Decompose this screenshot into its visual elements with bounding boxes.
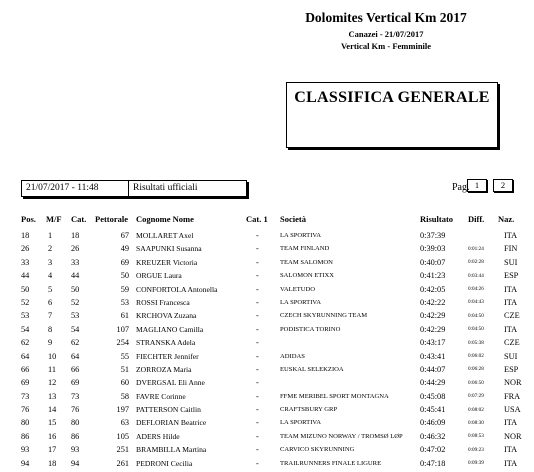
pos-cell: 33: [21, 257, 30, 267]
societa-cell: LA SPORTIVA: [280, 298, 322, 306]
mf-cell: 8: [48, 324, 53, 334]
pettorale-cell: 107: [116, 324, 129, 334]
diff-cell: 0:08:30: [468, 419, 484, 426]
pettorale-cell: 53: [120, 297, 129, 307]
cat1-cell: -: [256, 364, 259, 374]
naz-cell: NOR: [504, 431, 522, 441]
naz-cell: ITA: [504, 445, 518, 455]
risultato-cell: 0:47:02: [420, 445, 446, 455]
table-row: [0, 338, 534, 351]
name-cell: ZORROZA Maria: [136, 364, 192, 374]
mf-cell: 14: [48, 405, 57, 415]
naz-cell: FRA: [504, 391, 521, 401]
pos-cell: 80: [21, 418, 30, 428]
cat-cell: 66: [71, 364, 80, 374]
risultato-cell: 0:46:32: [420, 431, 446, 441]
col-pettorale: Pettorale: [95, 214, 129, 224]
table-row: [0, 445, 534, 458]
mf-cell: 13: [48, 391, 57, 401]
cat-cell: 33: [71, 257, 80, 267]
cat-cell: 44: [71, 271, 80, 281]
pos-cell: 93: [21, 445, 30, 455]
col-cat: Cat.: [71, 214, 87, 224]
pos-cell: 26: [21, 244, 30, 254]
pettorale-cell: 50: [120, 271, 129, 281]
cat-cell: 64: [71, 351, 80, 361]
name-cell: CONFORTOLA Antonella: [136, 284, 218, 294]
mf-cell: 11: [48, 364, 56, 374]
cat1-cell: -: [256, 297, 259, 307]
cat1-cell: -: [256, 378, 259, 388]
societa-cell: TEAM SALOMON: [280, 258, 333, 266]
mf-cell: 1: [48, 231, 53, 240]
cat-cell: 93: [71, 445, 80, 455]
table-row: [0, 231, 534, 244]
risultato-cell: 0:43:41: [420, 351, 446, 361]
naz-cell: ITA: [504, 324, 518, 334]
societa-cell: ADIDAS: [280, 352, 305, 360]
naz-cell: ITA: [504, 284, 518, 294]
pettorale-cell: 63: [120, 418, 129, 428]
table-row: [0, 311, 534, 324]
col-societa: Società: [280, 214, 306, 224]
cat-cell: 53: [71, 311, 80, 321]
societa-cell: EUSKAL SELEKZIOA: [280, 365, 344, 373]
societa-cell: CRAFTSBURY GRP: [280, 406, 338, 414]
naz-cell: SUI: [504, 351, 518, 361]
pos-cell: 50: [21, 284, 30, 294]
col-naz: Naz.: [498, 214, 515, 224]
pos-cell: 18: [21, 231, 30, 240]
societa-cell: CARVICO SKYRUNNING: [280, 446, 355, 454]
societa-cell: TRAILRUNNERS FINALE LIGURE: [280, 459, 382, 467]
result-datetime: 21/07/2017 - 11:48: [26, 183, 99, 193]
col-diff: Diff.: [468, 214, 485, 224]
diff-cell: 0:03:44: [468, 272, 484, 279]
col-name: Cognome Nome: [136, 214, 194, 224]
pettorale-cell: 105: [116, 431, 129, 441]
name-cell: BRAMBILLA Martina: [136, 445, 207, 455]
pettorale-cell: 61: [120, 311, 129, 321]
cat1-cell: -: [256, 338, 259, 348]
societa-cell: LA SPORTIVA: [280, 419, 322, 427]
naz-cell: SUI: [504, 257, 518, 267]
name-cell: PEDRONI Cecilia: [136, 458, 193, 468]
classifica-box: [286, 82, 498, 148]
table-row: [0, 418, 534, 431]
diff-cell: 0:09:23: [468, 446, 484, 453]
pos-cell: 73: [21, 391, 30, 401]
pettorale-cell: 55: [120, 351, 129, 361]
cat-cell: 69: [71, 378, 80, 388]
diff-cell: 0:01:24: [468, 245, 484, 252]
diff-cell: 0:04:26: [468, 286, 484, 293]
table-row: [0, 392, 534, 405]
table-row: [0, 325, 534, 338]
cat1-cell: -: [256, 458, 259, 468]
pettorale-cell: 58: [120, 391, 129, 401]
mf-cell: 16: [48, 431, 57, 441]
diff-cell: 0:04:43: [468, 299, 484, 306]
info-divider: [128, 181, 129, 196]
results-table: [0, 231, 534, 472]
risultato-cell: 0:43:17: [420, 338, 446, 348]
risultato-cell: 0:42:29: [420, 311, 446, 321]
mf-cell: 7: [48, 311, 53, 321]
cat1-cell: -: [256, 418, 259, 428]
societa-cell: SALOMON ETIXX: [280, 272, 335, 280]
table-row: [0, 365, 534, 378]
diff-cell: 0:09:39: [468, 460, 484, 467]
name-cell: PATTERSON Caitlin: [136, 405, 201, 415]
mf-cell: 5: [48, 284, 53, 294]
risultato-cell: 0:42:05: [420, 284, 446, 294]
page-1-button[interactable]: 1: [467, 179, 487, 192]
classifica-title: CLASSIFICA GENERALE: [294, 89, 490, 106]
societa-cell: TEAM MIZUNO NORWAY / TROMSØ LØP: [280, 432, 403, 440]
pos-cell: 86: [21, 431, 30, 441]
mf-cell: 2: [48, 244, 53, 254]
cat-cell: 18: [71, 231, 80, 240]
naz-cell: ITA: [504, 458, 518, 468]
risultato-cell: 0:40:07: [420, 257, 446, 267]
cat1-cell: -: [256, 231, 259, 240]
cat-cell: 73: [71, 391, 80, 401]
name-cell: MAGLIANO Camilla: [136, 324, 204, 334]
risultato-cell: 0:42:29: [420, 324, 446, 334]
societa-cell: TEAM FINLAND: [280, 245, 330, 253]
pos-cell: 76: [21, 405, 30, 415]
risultato-cell: 0:42:22: [420, 297, 446, 307]
societa-cell: VALETUDO: [280, 285, 316, 293]
mf-cell: 3: [48, 257, 53, 267]
cat1-cell: -: [256, 271, 259, 281]
diff-cell: 0:08:53: [468, 433, 484, 440]
event-title: Dolomites Vertical Km 2017: [305, 10, 467, 25]
table-row: [0, 258, 534, 271]
pettorale-cell: 60: [120, 378, 129, 388]
naz-cell: CZE: [504, 338, 520, 348]
pettorale-cell: 51: [120, 364, 129, 374]
cat-cell: 26: [71, 244, 80, 254]
pos-cell: 53: [21, 311, 30, 321]
pos-cell: 44: [21, 271, 30, 281]
cat1-cell: -: [256, 324, 259, 334]
pettorale-cell: 49: [120, 244, 129, 254]
diff-cell: 0:06:02: [468, 353, 484, 360]
table-row: [0, 405, 534, 418]
table-row: [0, 285, 534, 298]
diff-cell: 0:06:50: [468, 379, 484, 386]
table-row: [0, 378, 534, 391]
pos-cell: 52: [21, 297, 30, 307]
mf-cell: 12: [48, 378, 57, 388]
name-cell: FAVRE Corinne: [136, 391, 186, 401]
diff-cell: 0:05:38: [468, 339, 484, 346]
name-cell: KREUZER Victoria: [136, 257, 198, 267]
cat-cell: 52: [71, 297, 80, 307]
pettorale-cell: 261: [116, 458, 129, 468]
societa-cell: PODISTICA TORINO: [280, 325, 341, 333]
cat-cell: 80: [71, 418, 80, 428]
mf-cell: 6: [48, 297, 53, 307]
pos-cell: 54: [21, 324, 30, 334]
name-cell: STRANSKA Adela: [136, 338, 196, 348]
risultato-cell: 0:46:09: [420, 418, 446, 428]
diff-cell: 0:07:29: [468, 393, 484, 400]
cat-cell: 62: [71, 338, 80, 348]
race-category: Vertical Km - Femminile: [340, 41, 432, 51]
result-status: Risultati ufficiali: [133, 183, 198, 193]
cat1-cell: -: [256, 284, 259, 294]
mf-cell: 9: [48, 338, 53, 348]
name-cell: DVERGSAL Eli Anne: [136, 378, 205, 388]
naz-cell: ITA: [504, 231, 518, 240]
naz-cell: ESP: [504, 364, 519, 374]
table-row: [0, 432, 534, 445]
societa-cell: FFME MERIBEL SPORT MONTAGNA: [280, 392, 389, 400]
table-row: [0, 459, 534, 472]
table-row: [0, 298, 534, 311]
cat-cell: 86: [71, 431, 80, 441]
mf-cell: 10: [48, 351, 57, 361]
risultato-cell: 0:37:39: [420, 231, 446, 240]
risultato-cell: 0:44:07: [420, 364, 446, 374]
pos-cell: 64: [21, 351, 30, 361]
diff-cell: 0:02:28: [468, 259, 484, 266]
pos-cell: 69: [21, 378, 30, 388]
diff-cell: 0:08:02: [468, 406, 484, 413]
naz-cell: USA: [504, 405, 521, 415]
name-cell: FIECHTER Jennifer: [136, 351, 199, 361]
col-risultato: Risultato: [420, 214, 454, 224]
cat-cell: 94: [71, 458, 80, 468]
pettorale-cell: 197: [116, 405, 129, 415]
cat1-cell: -: [256, 431, 259, 441]
name-cell: KRCHOVA Zuzana: [136, 311, 197, 321]
naz-cell: FIN: [504, 244, 518, 254]
risultato-cell: 0:39:03: [420, 244, 446, 254]
risultato-cell: 0:47:18: [420, 458, 446, 468]
pagination-label: Pag.: [452, 182, 470, 193]
risultato-cell: 0:44:29: [420, 378, 446, 388]
pettorale-cell: 251: [116, 445, 129, 455]
diff-cell: 0:04:50: [468, 312, 484, 319]
pettorale-cell: 59: [120, 284, 129, 294]
name-cell: MOLLARET Axel: [136, 231, 194, 240]
page-2-button[interactable]: 2: [493, 179, 513, 192]
name-cell: SAAPUNKI Susanna: [136, 244, 202, 254]
naz-cell: ITA: [504, 418, 518, 428]
cat-cell: 76: [71, 405, 80, 415]
diff-cell: 0:04:50: [468, 326, 484, 333]
name-cell: ORGUE Laura: [136, 271, 182, 281]
pettorale-cell: 67: [120, 231, 129, 240]
pettorale-cell: 69: [120, 257, 129, 267]
societa-cell: LA SPORTIVA: [280, 232, 322, 239]
cat1-cell: -: [256, 311, 259, 321]
mf-cell: 18: [48, 458, 57, 468]
cat1-cell: -: [256, 351, 259, 361]
cat1-cell: -: [256, 445, 259, 455]
name-cell: ROSSI Francesca: [136, 297, 190, 307]
cat1-cell: -: [256, 391, 259, 401]
info-box: [21, 180, 247, 197]
pos-cell: 94: [21, 458, 30, 468]
name-cell: DEFLORIAN Beatrice: [136, 418, 207, 428]
pos-cell: 66: [21, 364, 30, 374]
mf-cell: 15: [48, 418, 57, 428]
cat1-cell: -: [256, 405, 259, 415]
col-pos: Pos.: [21, 214, 36, 224]
mf-cell: 17: [48, 445, 57, 455]
risultato-cell: 0:41:23: [420, 271, 446, 281]
col-mf: M/F: [46, 214, 62, 224]
naz-cell: CZE: [504, 311, 520, 321]
naz-cell: ESP: [504, 271, 519, 281]
col-cat1: Cat. 1: [246, 214, 268, 224]
risultato-cell: 0:45:41: [420, 405, 446, 415]
risultato-cell: 0:45:08: [420, 391, 446, 401]
name-cell: ADERS Hilde: [136, 431, 180, 441]
cat-cell: 50: [71, 284, 80, 294]
cat1-cell: -: [256, 257, 259, 267]
event-location-date: Canazei - 21/07/2017: [348, 29, 424, 39]
naz-cell: NOR: [504, 378, 522, 388]
diff-cell: 0:06:28: [468, 366, 484, 373]
pos-cell: 62: [21, 338, 30, 348]
pettorale-cell: 254: [116, 338, 129, 348]
table-row: [0, 244, 534, 257]
cat-cell: 54: [71, 324, 80, 334]
naz-cell: ITA: [504, 297, 518, 307]
table-row: [0, 271, 534, 284]
cat1-cell: -: [256, 244, 259, 254]
societa-cell: CZECH SKYRUNNING TEAM: [280, 312, 368, 320]
table-row: [0, 352, 534, 365]
mf-cell: 4: [48, 271, 53, 281]
